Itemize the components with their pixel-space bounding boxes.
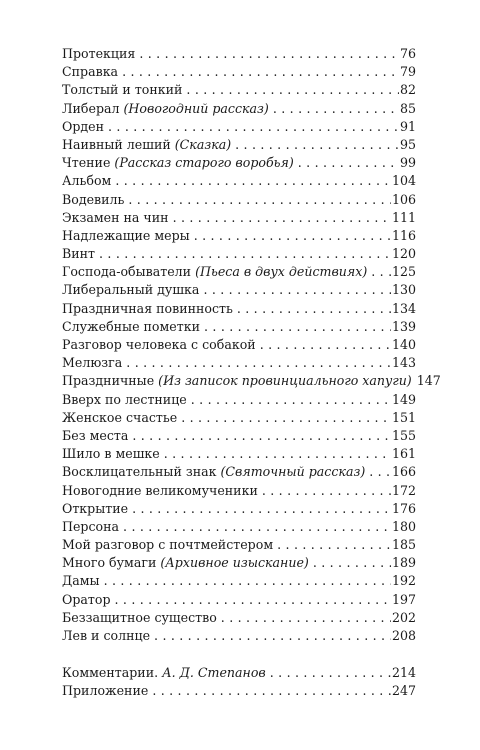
entry-page-number: 104 [391,173,416,189]
toc-entry [62,100,416,118]
entry-page-number: 147 [416,373,441,389]
entry-title: Мой разговор с почтмейстером [62,537,274,553]
entry-title-group [62,591,115,609]
leader-dots [273,100,399,118]
toc-entries [62,45,441,645]
leader-dots [99,245,391,263]
leader-dots [115,591,391,609]
entry-page-number: 106 [391,191,416,207]
leader-dots [173,209,391,227]
toc-entry [62,45,416,63]
leader-dots [181,409,391,427]
entry-subtitle: А. Д. Степанов [162,665,266,681]
entry-title-group [62,300,237,318]
entry-page-number: 140 [391,337,416,352]
leader-dots [262,482,391,500]
leader-dots [115,172,391,190]
toc-entry [62,482,416,500]
entry-title: Господа-обыватели [62,264,192,280]
toc-entry [62,609,416,627]
entry-title-group [62,554,313,572]
entry-page-number: 143 [391,355,416,371]
leader-dots [369,463,391,481]
entry-title-group [62,482,262,500]
leader-dots [132,427,391,445]
entry-title-group [62,372,416,390]
entry-title: Наивный леший [62,136,171,152]
entry-page-number: 185 [391,537,416,553]
leader-dots [235,136,399,154]
toc-entry [62,154,416,172]
entry-page-number: 149 [391,391,416,407]
leader-dots [132,500,391,518]
toc-entry [62,354,416,372]
entry-title-group [62,463,369,481]
toc-entry [62,191,416,209]
entry-title: Шило в мешке [62,446,160,462]
entry-page-number: 130 [391,282,416,298]
entry-title: Протекция [62,46,136,61]
toc-entry [62,209,416,227]
entry-page-number: 202 [391,609,416,625]
entry-title: Альбом [62,173,112,189]
toc-entry [62,463,416,481]
entry-title-group [62,409,181,427]
leader-dots [277,536,391,554]
entry-title-group [62,500,132,518]
toc-entry [62,336,416,354]
entry-title: Мелюзга [62,355,123,371]
leader-dots [164,445,391,463]
entry-title-group [62,318,204,336]
entry-page-number: 176 [391,500,416,516]
section-gap [62,645,416,664]
entry-page-number: 82 [399,82,416,98]
entry-page-number: 172 [391,482,416,498]
entry-title-group [62,227,194,245]
entry-title: Надлежащие меры [62,227,190,243]
entry-title: Лев и солнце [62,628,151,643]
leader-dots [139,45,399,63]
toc-entry [62,318,416,336]
toc-entry [62,427,416,445]
entry-title: Либеральный душка [62,282,200,298]
entry-title-group [62,391,191,409]
toc-entry [62,500,416,518]
toc-entry [62,409,416,427]
entry-page-number: 76 [399,46,416,61]
toc-entry [62,536,416,554]
toc-appendix [62,664,416,700]
leader-dots [313,554,391,572]
leader-dots [194,227,391,245]
toc-entry [62,281,416,299]
leader-dots [126,354,391,372]
entry-title-group [62,281,203,299]
entry-title-group [62,118,108,136]
entry-title-group [62,427,132,445]
toc-entry [62,63,416,81]
entry-page-number: 155 [391,427,416,443]
toc-entry [62,263,416,281]
leader-dots [104,572,391,590]
entry-title-group [62,354,126,372]
entry-page-number: 125 [391,264,416,280]
entry-page-number: 79 [399,64,416,80]
toc-entry [62,572,416,590]
entry-title-group [62,664,270,682]
entry-title-group [62,445,164,463]
entry-page-number: 189 [391,555,416,571]
toc-entry [62,445,416,463]
leader-dots [237,300,391,318]
entry-subtitle: (Из записок провинциального хапуги) [158,373,412,389]
entry-title: Праздничные [62,373,155,389]
leader-dots [128,191,391,209]
table-of-contents [62,45,441,701]
entry-page-number: 139 [391,318,416,334]
entry-title-group [62,245,99,263]
entry-title: Открытие [62,500,129,516]
entry-title: Праздничная повинность [62,300,233,316]
toc-entry [62,554,416,572]
leader-dots [371,263,391,281]
toc-entry [62,682,416,700]
toc-entry [62,664,416,682]
entry-title: Персона [62,518,120,534]
entry-page-number: 85 [399,100,416,116]
entry-title: Вверх по лестнице [62,391,187,407]
entry-title: Оратор [62,591,111,607]
entry-title: Восклицательный знак [62,464,217,480]
toc-entry [62,591,416,609]
entry-subtitle: (Сказка) [174,136,232,152]
entry-title: Толстый и тонкий [62,82,183,98]
entry-title: Женское счастье [62,409,178,425]
entry-page-number: 111 [391,209,416,225]
entry-title: Винт [62,246,96,262]
entry-title: Новогодние великомученики [62,482,258,498]
leader-dots [204,318,391,336]
entry-title: Дамы [62,573,100,589]
leader-dots [108,118,399,136]
entry-title: Беззащитное существо [62,609,217,625]
toc-entry [62,136,416,154]
entry-title-group [62,45,139,63]
toc-entry [62,172,416,190]
entry-title-group [62,536,277,554]
entry-title: Много бумаги [62,555,157,571]
entry-title: Орден [62,118,104,134]
entry-title-group [62,100,273,118]
entry-title: Комментарии. [62,665,159,681]
entry-title-group [62,627,154,645]
leader-dots [221,609,391,627]
toc-entry [62,391,416,409]
entry-title: Либерал [62,100,120,116]
leader-dots [191,391,391,409]
entry-title: Без места [62,427,129,443]
entry-title: Справка [62,64,119,80]
entry-title: Приложение [62,683,149,699]
leader-dots [122,63,399,81]
entry-title: Водевиль [62,191,125,207]
toc-entry [62,518,416,536]
entry-title-group [62,63,122,81]
entry-title: Чтение [62,155,111,171]
entry-title-group [62,154,298,172]
entry-page-number: 95 [399,136,416,152]
leader-dots [260,336,391,354]
entry-title-group [62,191,128,209]
entry-subtitle: (Рассказ старого воробья) [114,155,294,171]
toc-entry [62,627,416,645]
leader-dots [123,518,391,536]
entry-page-number: 214 [391,665,416,681]
toc-entry [62,81,416,99]
leader-dots [186,81,399,99]
entry-title-group [62,572,104,590]
entry-title-group [62,609,221,627]
entry-subtitle: (Архивное изыскание) [160,555,309,571]
leader-dots [154,627,391,645]
entry-page-number: 208 [391,628,416,643]
entry-title-group [62,172,115,190]
entry-title-group [62,81,186,99]
entry-page-number: 91 [399,118,416,134]
entry-page-number: 120 [391,246,416,262]
entry-title-group [62,682,152,700]
entry-title: Служебные пометки [62,318,200,334]
entry-title: Разговор человека с собакой [62,337,256,352]
entry-page-number: 151 [391,409,416,425]
entry-title-group [62,518,123,536]
entry-subtitle: (Пьеса в двух действиях) [195,264,368,280]
entry-title-group [62,209,173,227]
entry-title-group [62,263,371,281]
entry-title: Экзамен на чин [62,209,169,225]
entry-page-number: 192 [391,573,416,589]
toc-entry [62,245,416,263]
entry-subtitle: (Святочный рассказ) [220,464,366,480]
entry-title-group [62,336,260,354]
entry-page-number: 166 [391,464,416,480]
entry-page-number: 180 [391,518,416,534]
toc-entry [62,118,416,136]
leader-dots [298,154,399,172]
entry-page-number: 116 [391,227,416,243]
entry-title-group [62,136,235,154]
leader-dots [270,664,391,682]
entry-page-number: 197 [391,591,416,607]
toc-entry [62,227,416,245]
leader-dots [203,281,391,299]
toc-entry [62,300,416,318]
entry-page-number: 247 [391,683,416,699]
entry-page-number: 161 [391,446,416,462]
entry-page-number: 134 [391,300,416,316]
leader-dots [152,682,391,700]
entry-page-number: 99 [399,155,416,171]
toc-entry [62,372,441,390]
entry-subtitle: (Новогодний рассказ) [123,100,269,116]
